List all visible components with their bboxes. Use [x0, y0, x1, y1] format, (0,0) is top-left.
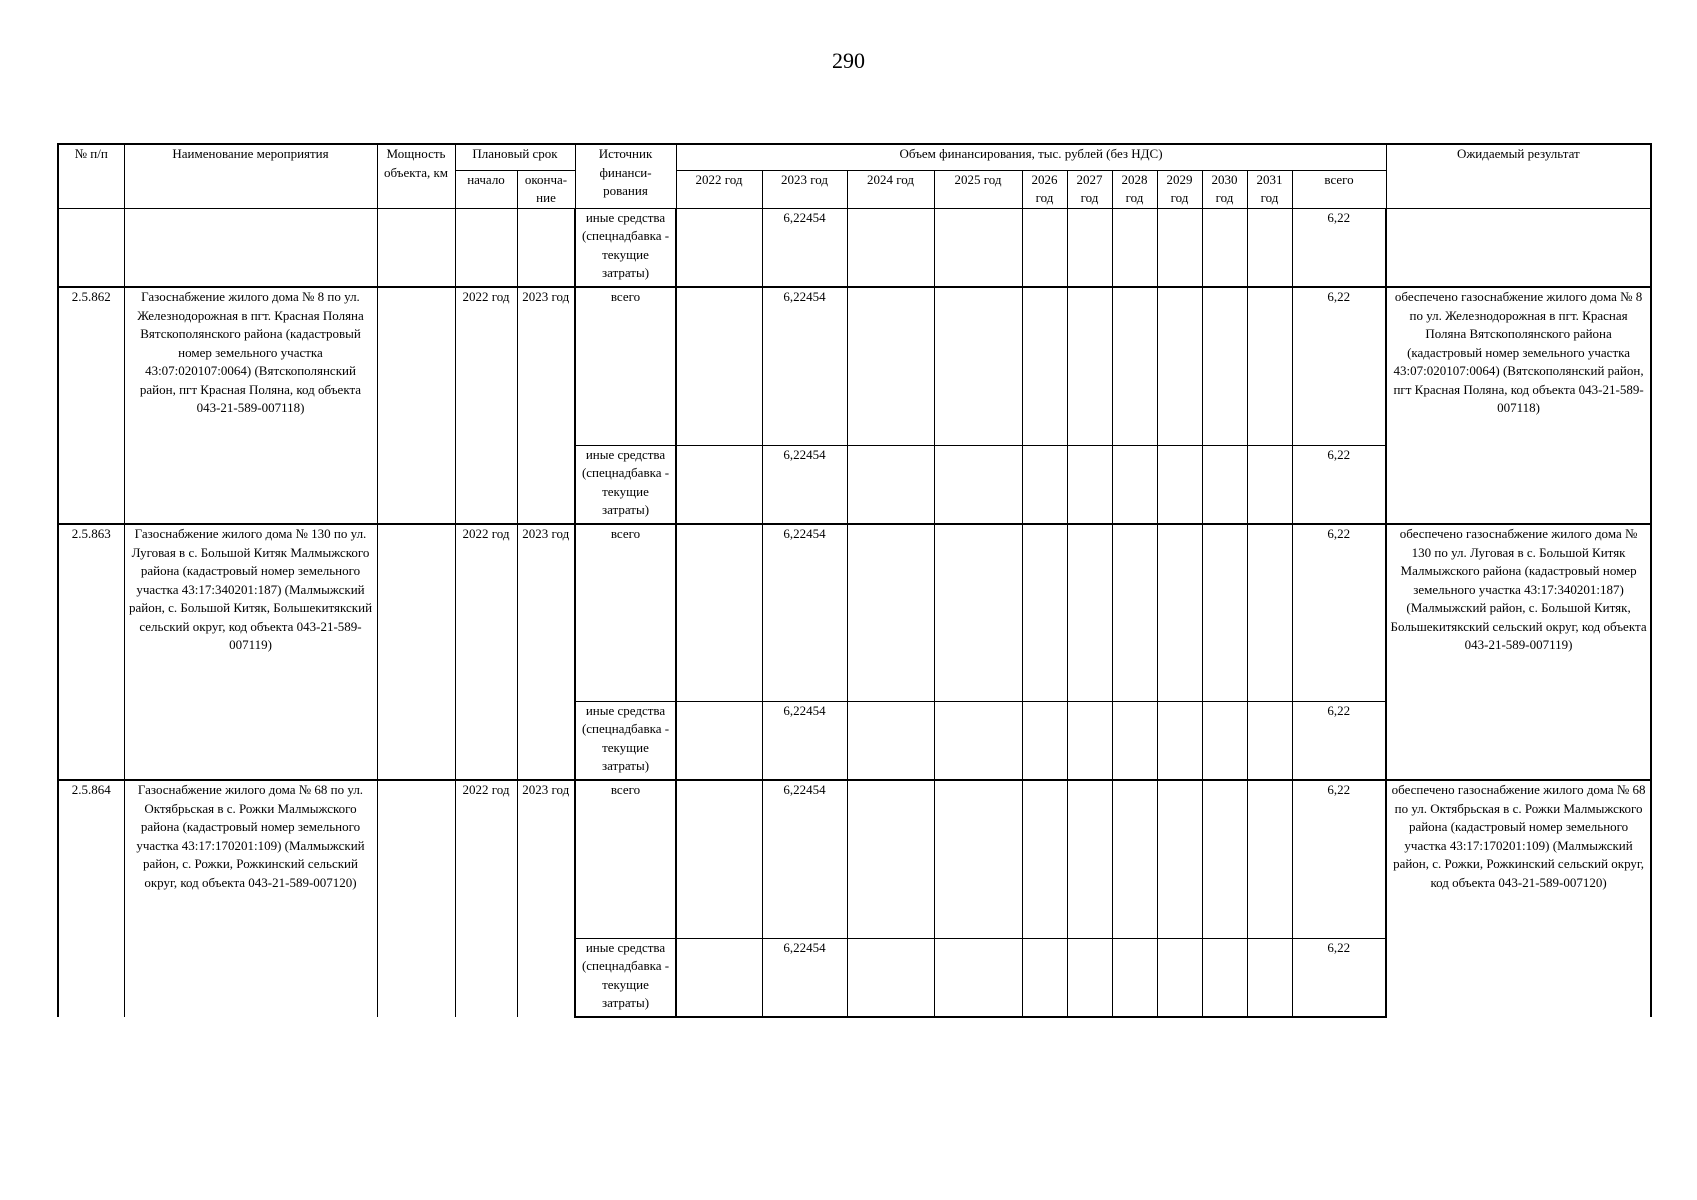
- value-2023: 6,22454: [762, 701, 847, 780]
- item-result: обеспечено газоснабжение жилого дома № 130 по ул. Луговая в с. Большой Китяк Малмыжского района (кадастровый номер земельного участка 43:17:340201:187) (Малмыжский район, с. Большой Китяк, Большекитякский сельский округ, код объекта 043-21-589-007119): [1386, 524, 1651, 780]
- item-start: 2022 год: [455, 780, 517, 1017]
- header-year-2023: 2023 год: [762, 170, 847, 208]
- value-2023: 6,22454: [762, 208, 847, 287]
- value-2023: 6,22454: [762, 287, 847, 445]
- header-year-2025: 2025 год: [934, 170, 1022, 208]
- item-start: 2022 год: [455, 524, 517, 780]
- item-capacity: [377, 287, 455, 524]
- header-capacity: Мощность объекта, км: [377, 144, 455, 208]
- header-result: Ожидаемый результат: [1386, 144, 1651, 208]
- item-name: Газоснабжение жилого дома № 130 по ул. Луговая в с. Большой Китяк Малмыжского района (кадастровый номер земельного участка 43:17:340201:187) (Малмыжский район, с. Большой Китяк, Большекитякский сельский округ, код объекта 043-21-589-007119): [124, 524, 377, 780]
- header-year-2030: 2030 год: [1202, 170, 1247, 208]
- header-year-2029: 2029 год: [1157, 170, 1202, 208]
- item-name: Газоснабжение жилого дома № 8 по ул. Железнодорожная в пгт. Красная Поляна Вятскополянского района (кадастровый номер земельного участка 43:07:020107:0064) (Вятскополянский район, пгт Красная Поляна, код объекта 043-21-589-007118): [124, 287, 377, 524]
- value-total: 6,22: [1292, 208, 1386, 287]
- item-start: 2022 год: [455, 287, 517, 524]
- header-year-2027: 2027 год: [1067, 170, 1112, 208]
- source-cell: всего: [575, 524, 676, 701]
- header-name: Наименование мероприятия: [124, 144, 377, 208]
- item-result: обеспечено газоснабжение жилого дома № 8 по ул. Железнодорожная в пгт. Красная Поляна Вятскополянского района (кадастровый номер земельного участка 43:07:020107:0064) (Вятскополянский район, пгт Красная Поляна, код объекта 043-21-589-007118): [1386, 287, 1651, 524]
- source-cell: всего: [575, 287, 676, 445]
- value-2023: 6,22454: [762, 938, 847, 1017]
- value-2023: 6,22454: [762, 524, 847, 701]
- item-capacity: [377, 524, 455, 780]
- value-2023: 6,22454: [762, 780, 847, 938]
- item-num: 2.5.863: [58, 524, 124, 780]
- header-num: № п/п: [58, 144, 124, 208]
- header-end: оконча-ние: [517, 170, 575, 208]
- header-start: начало: [455, 170, 517, 208]
- source-cell: иные средства (спецнадбавка - текущие затраты): [575, 938, 676, 1017]
- item-name: Газоснабжение жилого дома № 68 по ул. Октябрьская в с. Рожки Малмыжского района (кадастровый номер земельного участка 43:17:170201:109) (Малмыжский район, с. Рожки, Рожкинский сельский округ, код объекта 043-21-589-007120): [124, 780, 377, 1017]
- value-total: 6,22: [1292, 445, 1386, 524]
- value-total: 6,22: [1292, 701, 1386, 780]
- header-plan-term: Плановый срок: [455, 144, 575, 170]
- header-year-2024: 2024 год: [847, 170, 934, 208]
- header-year-2028: 2028 год: [1112, 170, 1157, 208]
- header-source: Источник финанси-рования: [575, 144, 676, 208]
- value-total: 6,22: [1292, 287, 1386, 445]
- value-total: 6,22: [1292, 938, 1386, 1017]
- item-result: обеспечено газоснабжение жилого дома № 68 по ул. Октябрьская в с. Рожки Малмыжского района (кадастровый номер земельного участка 43:17:170201:109) (Малмыжский район, с. Рожки, Рожкинский сельский округ, код объекта 043-21-589-007120): [1386, 780, 1651, 1017]
- source-cell: иные средства (спецнадбавка - текущие затраты): [575, 208, 676, 287]
- header-year-2031: 2031 год: [1247, 170, 1292, 208]
- value-2023: 6,22454: [762, 445, 847, 524]
- item-num: 2.5.862: [58, 287, 124, 524]
- header-total: всего: [1292, 170, 1386, 208]
- item-capacity: [377, 780, 455, 1017]
- page-number: 290: [832, 48, 865, 73]
- item-end: 2023 год: [517, 524, 575, 780]
- source-cell: иные средства (спецнадбавка - текущие затраты): [575, 445, 676, 524]
- value-total: 6,22: [1292, 524, 1386, 701]
- header-row-1: [58, 144, 1651, 170]
- table-row: [58, 524, 1651, 701]
- table-row: [58, 287, 1651, 445]
- header-year-2022: 2022 год: [676, 170, 762, 208]
- financing-table: [57, 143, 1652, 1018]
- item-num: 2.5.864: [58, 780, 124, 1017]
- item-end: 2023 год: [517, 287, 575, 524]
- table-row: [58, 208, 1651, 287]
- header-volume: Объем финансирования, тыс. рублей (без НДС): [676, 144, 1386, 170]
- source-cell: иные средства (спецнадбавка - текущие затраты): [575, 701, 676, 780]
- item-end: 2023 год: [517, 780, 575, 1017]
- header-year-2026: 2026 год: [1022, 170, 1067, 208]
- value-total: 6,22: [1292, 780, 1386, 938]
- table-row: [58, 780, 1651, 938]
- source-cell: всего: [575, 780, 676, 938]
